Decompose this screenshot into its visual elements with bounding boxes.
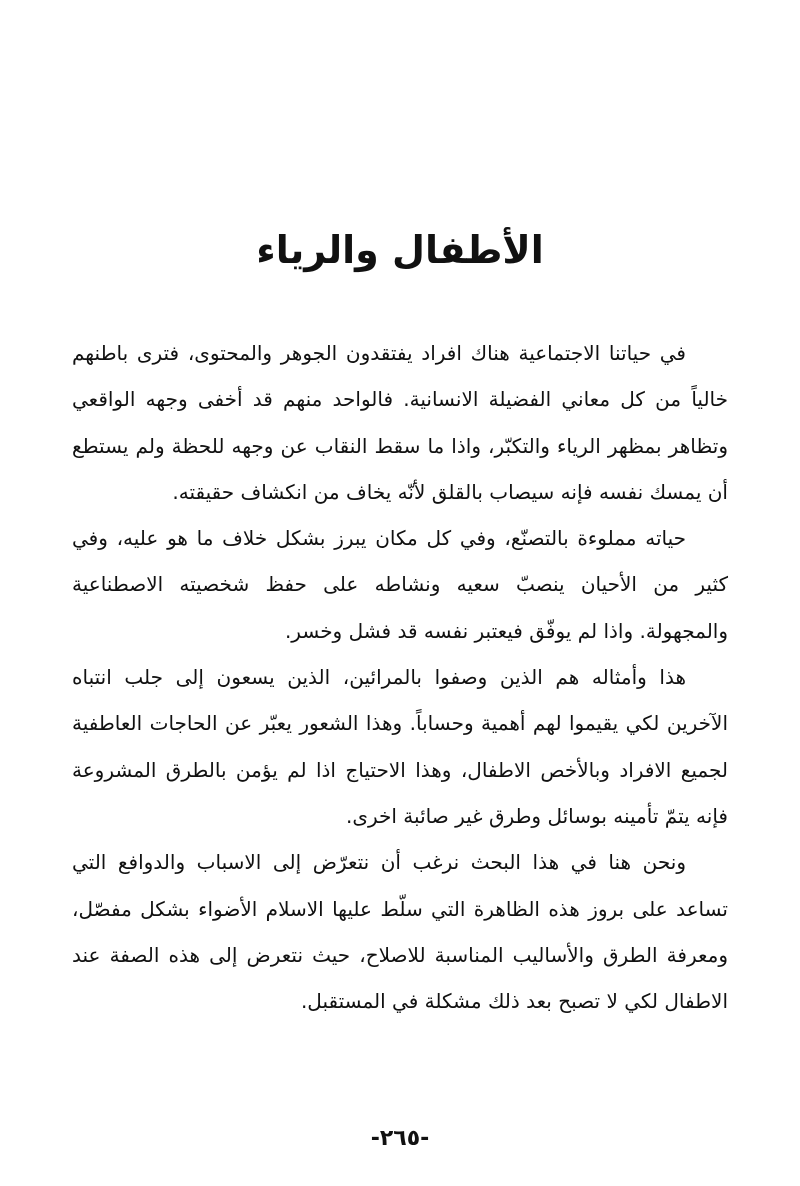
page-number: -٢٦٥- xyxy=(370,1126,430,1151)
chapter-title: الأطفال والرياء xyxy=(256,228,544,272)
body-text xyxy=(72,330,728,1024)
paragraph-4: ونحن هنا في هذا البحث نرغب أن نتعرّض إلى الاسباب والدوافع التي تساعد على بروز هذه الظاهرة التي سلّط عليها الاسلام الأضواء بشكل مفصّل، ومعرفة الطرق والأساليب المناسبة للاصلاح، حيث نتعرض إلى هذه الصفة عند الاطفال لكي لا تصبح بعد ذلك مشكلة في المستقبل. xyxy=(72,850,728,1014)
paragraph-2: حياته مملوءة بالتصنّع، وفي كل مكان يبرز بشكل خلاف ما هو عليه، وفي كثير من الأحيان ينصبّ سعيه ونشاطه على حفظ شخصيته الاصطناعية والمجهولة. واذا لم يوفّق فيعتبر نفسه قد فشل وخسر. xyxy=(72,526,728,643)
paragraph-3: هذا وأمثاله هم الذين وصفوا بالمرائين، الذين يسعون إلى جلب انتباه الآخرين لكي يقيموا لهم أهمية وحساباً. وهذا الشعور يعبّر عن الحاجات العاطفية لجميع الافراد وبالأخص الاطفال، وهذا الاحتياج اذا لم يؤمن بالطرق المشروعة فإنه يتمّ تأمينه بوسائل وطرق غير صائبة اخرى. xyxy=(72,665,728,828)
paragraph-1: في حياتنا الاجتماعية هناك افراد يفتقدون الجوهر والمحتوى، فترى باطنهم خالياً من كل معاني الفضيلة الانسانية. فالواحد منهم قد أخفى وجهه الواقعي وتظاهر بمظهر الرياء والتكبّر، واذا ما سقط النقاب عن وجهه للحظة ولم يستطع أن يمسك نفسه فإنه سيصاب بالقلق لأنّه يخاف من انكشاف حقيقته. xyxy=(72,341,728,504)
